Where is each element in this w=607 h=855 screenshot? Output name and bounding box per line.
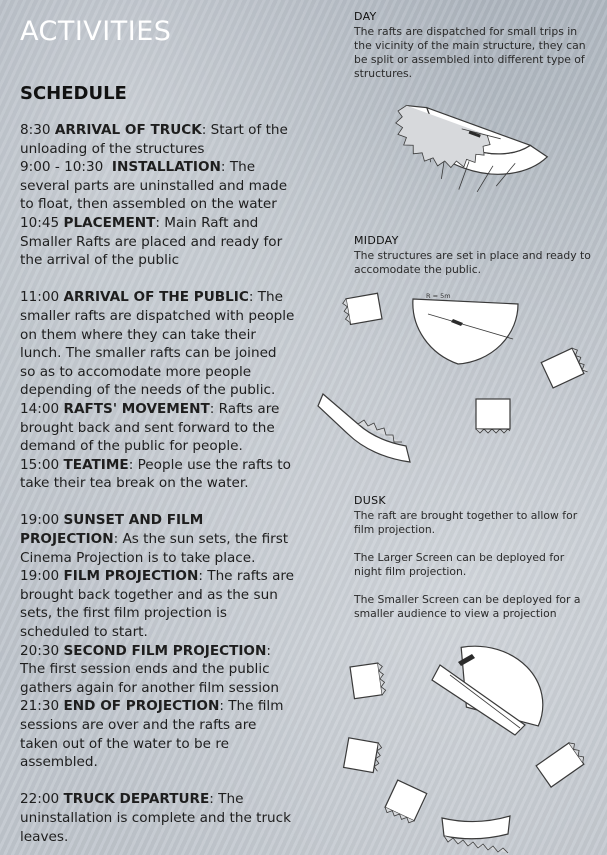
- radius-annotation: R = 5m: [426, 292, 451, 300]
- schedule-entry: [20, 214, 295, 270]
- day-section: [354, 10, 594, 81]
- dusk-section: [354, 494, 594, 621]
- schedule-gap: [20, 270, 295, 289]
- dusk-text-3: The Smaller Screen can be deployed for a smaller audience to view a projection: [354, 593, 581, 620]
- midday-heading: MIDDAY: [354, 234, 399, 247]
- entry-text: : Main Raft and Smaller Rafts are placed and ready for the arrival of the public: [20, 214, 283, 269]
- entry-label: RAFTS' MOVEMENT: [63, 400, 210, 417]
- entry-time: 22:00: [20, 791, 60, 808]
- dusk-text-1: The raft are brought together to allow for film projection.: [354, 509, 578, 536]
- dusk-heading: DUSK: [354, 494, 386, 507]
- midday-rafts-sketch: [318, 284, 598, 474]
- schedule-gap: [20, 772, 295, 791]
- schedule-entry: [20, 456, 295, 493]
- entry-text: : Rafts are brought back and sent forward to the demand of the public for people.: [20, 400, 280, 455]
- schedule-entry: [20, 158, 295, 214]
- entry-time: 20:30: [20, 642, 60, 659]
- dusk-text-2: The Larger Screen can be deployed for night film projection.: [354, 551, 565, 578]
- schedule-entry: [20, 567, 295, 641]
- entry-label: FILM PROJECTION: [63, 568, 199, 585]
- entry-label: END OF PROJECTION: [63, 698, 220, 715]
- schedule-entry: [20, 288, 295, 400]
- entry-label: INSTALLATION: [111, 159, 221, 176]
- entry-label: SECOND FILM PROJECTION: [63, 642, 267, 659]
- entry-time: 21:30: [20, 698, 60, 715]
- entry-text: : The smaller rafts are dispatched with people on them where they can take their lunch. The smaller rafts can be joined so as to accomodate more people depending of the needs of the public.: [20, 289, 295, 399]
- entry-time: 10:45: [20, 214, 60, 231]
- entry-label: SUNSET AND FILM PROJECTION: [20, 512, 204, 548]
- schedule-entry: [20, 642, 295, 698]
- schedule-list: [20, 121, 295, 846]
- entry-time: 11:00: [20, 289, 60, 306]
- entry-text: : The rafts are brought back together and as the sun sets, the first film projection is scheduled to start.: [20, 568, 295, 641]
- entry-time: 19:00: [20, 512, 60, 529]
- schedule-entry: [20, 121, 295, 158]
- entry-label: ARRIVAL OF THE PUBLIC: [63, 289, 249, 306]
- schedule-gap: [20, 493, 295, 512]
- entry-time: 19:00: [20, 568, 60, 585]
- entry-time: 14:00: [20, 400, 60, 417]
- day-raft-sketch: [385, 95, 555, 205]
- entry-text: : The several parts are uninstalled and made to float, then assembled on the water: [20, 159, 288, 213]
- schedule-entry: [20, 790, 295, 846]
- page-title: ACTIVITIES: [20, 16, 172, 47]
- entry-time: 8:30: [20, 122, 51, 138]
- entry-time: 9:00 - 10:30: [20, 159, 104, 176]
- entry-text: : The uninstallation is complete and the truck leaves.: [20, 791, 292, 845]
- midday-text: The structures are set in place and ready to accomodate the public.: [354, 249, 591, 276]
- schedule-entry: [20, 697, 295, 771]
- day-heading: DAY: [354, 10, 377, 23]
- entry-text: : The first session ends and the public gathers again for another film session: [20, 642, 279, 696]
- entry-label: TEATIME: [63, 456, 129, 473]
- midday-section: [354, 234, 594, 277]
- schedule-heading: SCHEDULE: [20, 83, 127, 104]
- schedule-entry: [20, 400, 295, 456]
- entry-label: PLACEMENT: [63, 214, 156, 231]
- entry-label: TRUCK DEPARTURE: [63, 791, 210, 808]
- entry-label: ARRIVAL OF TRUCK: [54, 122, 202, 138]
- entry-text: : Start of the unloading of the structures: [20, 122, 288, 157]
- schedule-entry: [20, 511, 295, 567]
- entry-time: 15:00: [20, 456, 60, 473]
- entry-text: : As the sun sets, the first Cinema Projection is to take place.: [20, 531, 289, 566]
- day-text: The rafts are dispatched for small trips in the vicinity of the main structure, they can be split or assembled into different type of structures.: [354, 25, 586, 80]
- entry-text: : The film sessions are over and the rafts are taken out of the water to be re assembled.: [20, 698, 284, 771]
- entry-text: : People use the rafts to take their tea break on the water.: [20, 456, 291, 492]
- dusk-rafts-sketch: [340, 640, 602, 850]
